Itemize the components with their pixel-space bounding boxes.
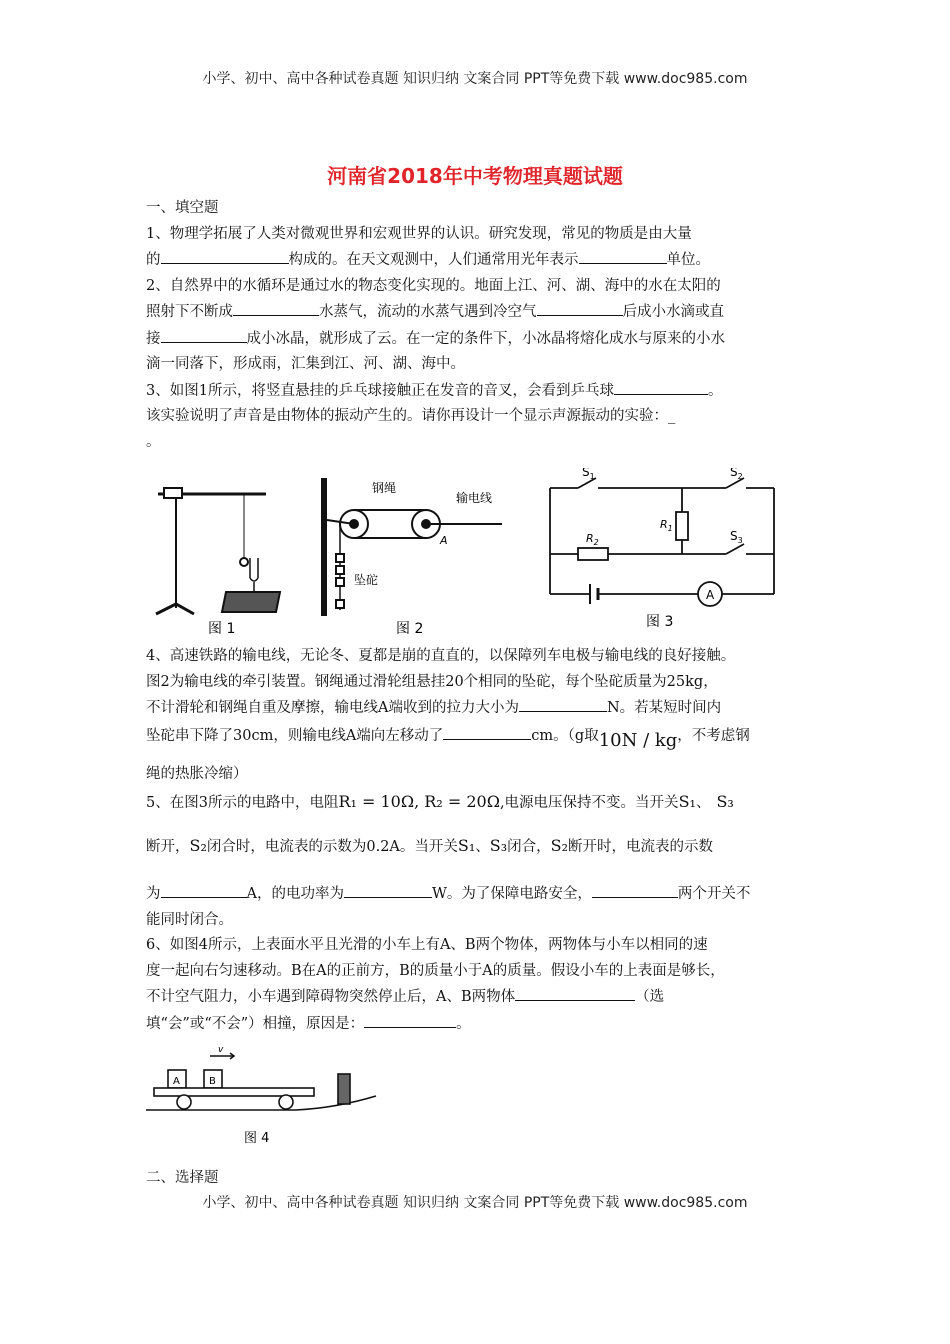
obstacle [338, 1074, 350, 1104]
q4-line2 [146, 670, 816, 696]
q4-text: N。若某短时间内 [606, 700, 722, 716]
q4-text: cm。（g取 [531, 727, 599, 744]
resonance-box [222, 592, 280, 612]
q2-text: 接 [146, 330, 161, 347]
q5-line3 [146, 881, 816, 908]
answer-blank[interactable] [614, 378, 708, 395]
q5-text: 断开时，电流表的示数 [568, 839, 714, 855]
answer-blank[interactable] [592, 881, 678, 898]
q5-text: A，的电功率为 [246, 886, 344, 902]
answer-blank[interactable] [161, 326, 247, 343]
q4-text: 4、高速铁路的输电线，无论冬、夏都是崩的直直的，以保障列车电极与输电线的良好接触。 [146, 648, 736, 664]
q2-text: 成小冰晶，就形成了云。在一定的条件下，小冰晶将熔化成水与原来的小水 [246, 330, 725, 347]
q6-text: 。 [456, 1015, 471, 1032]
page-title: 河南省2018年中考物理真题试题 [327, 164, 623, 188]
figure-3-label: 图 3 [646, 614, 674, 630]
question-5 [146, 787, 816, 831]
q2-line3 [146, 326, 816, 353]
q4-text: ，不考虑钢 [677, 727, 750, 744]
q1-text: 单位。 [666, 252, 710, 268]
q4-text: 坠砣串下降了30cm，则输电线A端向左移动了 [146, 727, 444, 744]
q5-text: 断开， [146, 839, 190, 855]
math-switch: S₁ [678, 792, 696, 811]
q2-text: 2、自然界中的水循环是通过水的物态变化实现的。地面上江、河、湖、海中的水在太阳的 [146, 277, 721, 294]
math-switch: S₁ [457, 836, 476, 855]
fill-blank-section [146, 196, 816, 455]
q5-line4 [146, 908, 816, 934]
q5-text: 闭合时，电流表的示数为0.2A。当开关 [206, 839, 458, 855]
answer-blank[interactable] [443, 723, 531, 740]
q4-line4 [146, 722, 816, 762]
q2-line2 [146, 299, 816, 326]
stand-clamp [164, 488, 182, 498]
q3-text: 。 [146, 433, 161, 450]
weight-block [336, 566, 344, 574]
question-2 [146, 274, 816, 300]
fig3-s1-main: S [582, 468, 590, 479]
q6-line2 [146, 959, 816, 985]
q5-text: 两个开关不 [677, 886, 751, 902]
q4-text: 图2为输电线的牵引装置。钢绳通过滑轮组悬挂20个相同的坠砣，每个坠砣质量为25kg， [146, 673, 718, 690]
section-heading: 一、填空题 [146, 200, 219, 216]
q2-line4 [146, 352, 816, 378]
q6-text: 不计空气阻力，小车遇到障碍物突然停止后，A、B两物体 [146, 989, 516, 1005]
fig3-r1 [660, 518, 673, 533]
fig3-s3 [730, 529, 743, 545]
q5-text: 能同时闭合。 [146, 911, 233, 928]
fig3-s2 [730, 468, 743, 481]
fig3-ammeter-label: A [706, 588, 715, 602]
math-switch: S₂ [189, 836, 207, 855]
q2-text: 照射下不断成 [146, 304, 233, 320]
fig3-s2-sub: 2 [737, 472, 743, 481]
questions-4-6 [146, 644, 816, 1037]
q1-text: 的 [146, 252, 161, 268]
q6-text: 填“会”或“不会”）相撞，原因是： [146, 1015, 365, 1032]
q6-line4 [146, 1011, 816, 1038]
q1-text: 构成的。在天文观测中，人们通常用光年表示 [288, 252, 579, 268]
answer-blank[interactable] [344, 881, 432, 898]
fig3-r2-sub: 2 [593, 538, 599, 547]
switch-s3 [726, 544, 744, 554]
q1-line2 [146, 247, 816, 274]
q2-text: 后成小水滴或直 [622, 304, 724, 320]
q3-text: 该实验说明了声音是由物体的振动产生的。请你再设计一个显示声源振动的实验：_ [146, 408, 676, 424]
fig2-a-label: A [440, 534, 448, 547]
q5-text: 闭合， [507, 839, 551, 855]
q4-line3 [146, 695, 816, 722]
q5-text: 、 [475, 839, 490, 855]
section-2-heading: 二、选择题 [146, 1170, 219, 1186]
wheel [177, 1095, 191, 1109]
math-resistances: R₁ = 10Ω, R₂ = 20Ω [338, 792, 500, 811]
answer-blank[interactable] [161, 247, 289, 264]
q6-line3 [146, 984, 816, 1011]
cart [154, 1088, 314, 1096]
fig3-r1-sub: 1 [667, 524, 673, 533]
answer-blank[interactable] [537, 299, 623, 316]
q5-text: 5、在图3所示的电路中，电阻 [146, 795, 339, 811]
q6-text: 6、如图4所示，上表面水平且光滑的小车上有A、B两个物体，两物体与小车以相同的速 [146, 937, 708, 953]
weight-block [336, 578, 344, 586]
figure-2-label: 图 2 [396, 621, 424, 637]
q4-text: 不计滑轮和钢绳自重及摩擦，输电线A端收到的拉力大小为 [146, 700, 519, 716]
wheel [279, 1095, 293, 1109]
fig3-s3-sub: 3 [737, 536, 743, 545]
q3-line3 [146, 430, 816, 456]
q4-line5 [146, 762, 816, 788]
q3-text: 3、如图1所示，将竖直悬挂的乒乓球接触正在发音的音叉，会看到乒乓球 [146, 382, 614, 399]
question-1 [146, 222, 816, 248]
fig2-wire-label: 输电线 [456, 491, 493, 505]
weight-block [336, 600, 344, 608]
stand-base [156, 604, 194, 614]
resistor-r2 [578, 548, 608, 560]
answer-blank[interactable] [364, 1011, 456, 1028]
answer-blank[interactable] [579, 247, 667, 264]
fig3-s1 [582, 468, 595, 481]
figure-4 [146, 1044, 406, 1150]
q6-text: （选 [635, 989, 665, 1005]
question-3 [146, 378, 816, 405]
resistor-r1 [676, 512, 688, 540]
fig4-a-label: A [173, 1076, 180, 1087]
figures-1-3 [146, 468, 826, 638]
q4-text: 绳的热胀冷缩） [146, 765, 248, 782]
question-4 [146, 644, 816, 670]
fig3-r2-main: R [586, 532, 594, 545]
q1-text: 1、物理学拓展了人类对微观世界和宏观世界的认识。研究发现，常见的物质是由大量 [146, 225, 692, 242]
math-switch: S₃ [489, 836, 508, 855]
q5-text: 、 [695, 795, 711, 811]
q2-text: 水蒸气，流动的水蒸气遇到冷空气 [319, 304, 537, 320]
question-6 [146, 933, 816, 959]
fig4-b-label: B [209, 1076, 216, 1087]
q2-text: 滴一同落下，形成雨，汇集到江、河、湖、海中。 [146, 356, 465, 372]
fig3-r2 [586, 532, 599, 547]
fig4-v-label: v [218, 1045, 224, 1055]
math-switch: S₂ [550, 836, 569, 855]
q5-text: 为 [146, 886, 161, 902]
q3-text: 。 [707, 382, 723, 399]
answer-blank[interactable] [233, 299, 319, 316]
fig2-rope-label: 钢绳 [372, 481, 397, 495]
math-switch: S₃ [716, 792, 734, 811]
answer-blank[interactable] [519, 695, 607, 712]
figure-1-label: 图 1 [208, 621, 236, 637]
q6-text: 度一起向右匀速移动。B在A的正前方，B的质量小于A的质量。假设小车的上表面是够长， [146, 962, 725, 979]
fig2-weight-label: 坠砣 [354, 573, 379, 587]
fig3-s3-main: S [730, 529, 738, 543]
q3-line2 [146, 404, 816, 430]
tuning-fork [250, 558, 258, 592]
figure-4-label: 图 4 [244, 1131, 270, 1146]
math-g-value: 10N / kg [598, 729, 678, 751]
q5-text: ,电源电压保持不变。当开关 [499, 795, 679, 811]
fig3-s2-main: S [730, 468, 738, 479]
ping-pong-ball [240, 558, 248, 566]
q5-line2 [146, 831, 816, 875]
answer-blank[interactable] [161, 881, 247, 898]
page-footer: 小学、初中、高中各种试卷真题 知识归纳 文案合同 PPT等免费下载 www.doc985.com [202, 1195, 748, 1211]
q5-text: W。为了保障电路安全， [431, 886, 592, 902]
weight-block [336, 554, 344, 562]
page-header: 小学、初中、高中各种试卷真题 知识归纳 文案合同 PPT等免费下载 www.doc985.com [202, 71, 748, 87]
figure-1 [156, 488, 280, 614]
fig3-s1-sub: 1 [589, 472, 595, 481]
answer-blank[interactable] [515, 984, 635, 1001]
fig3-r1-main: R [660, 518, 668, 531]
